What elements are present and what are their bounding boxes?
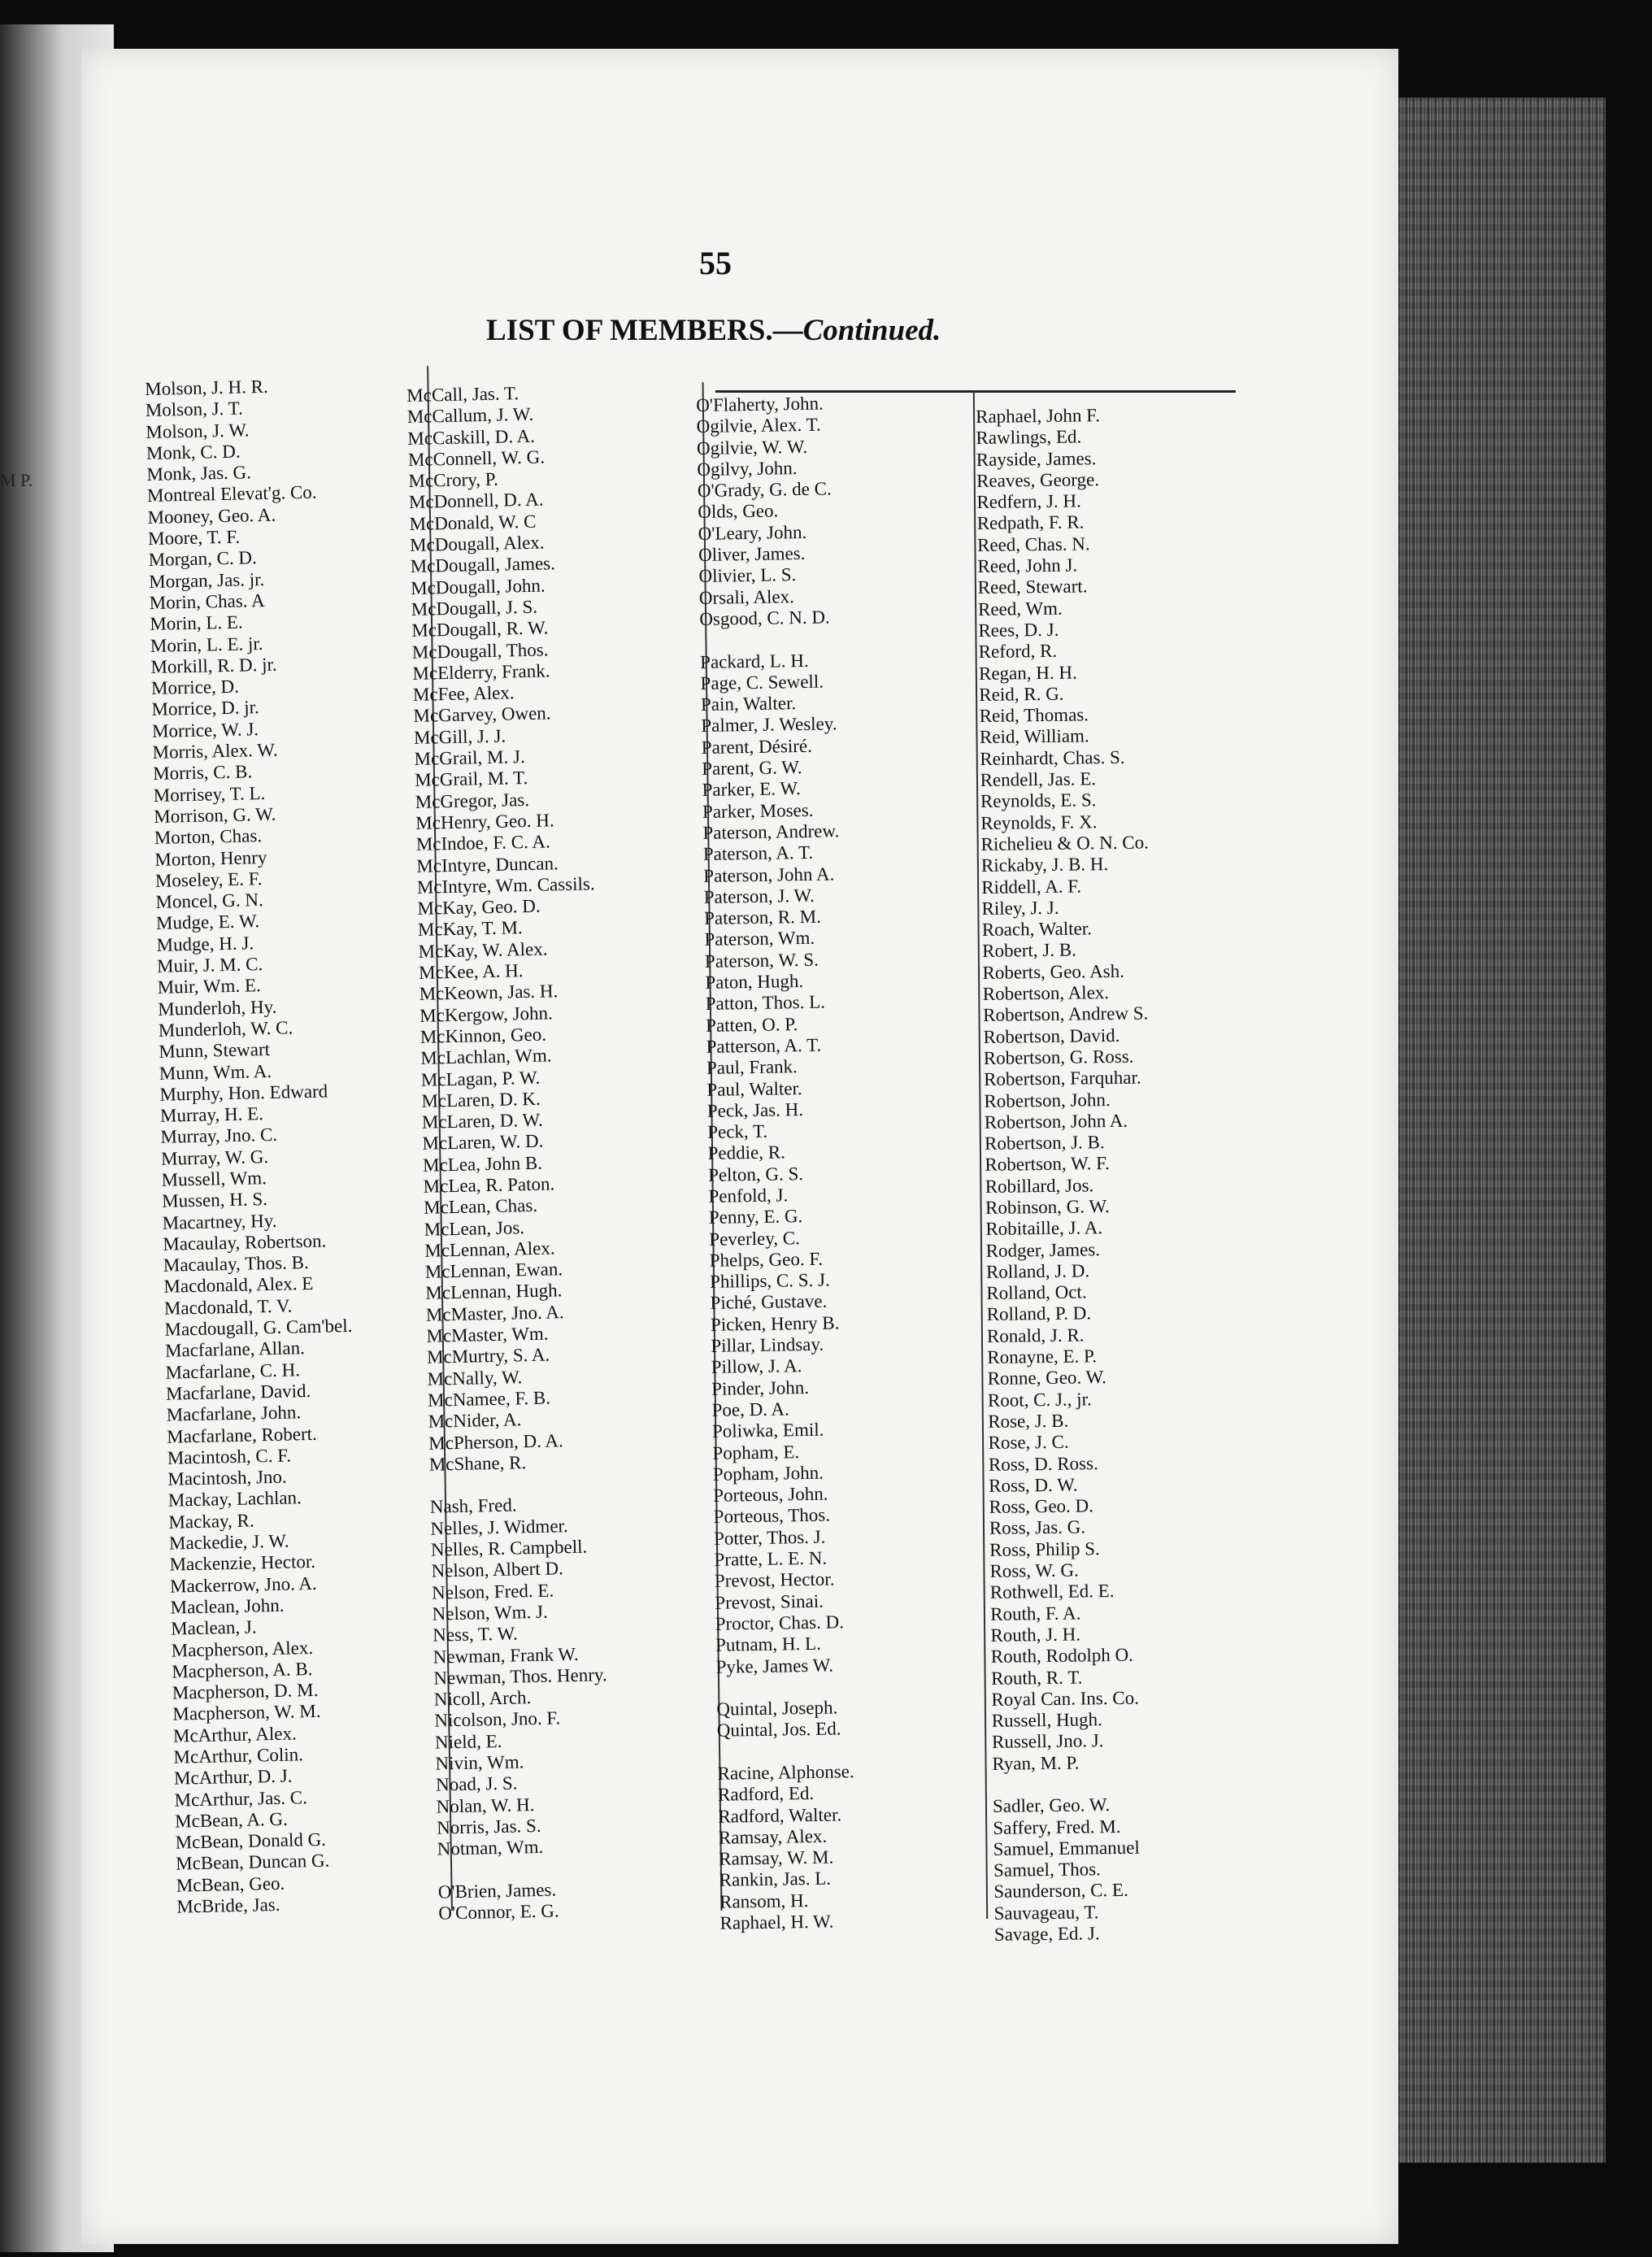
member-entry: Mackenzie, Hector. [169, 1551, 316, 1576]
member-entry: Paul, Walter. [706, 1077, 802, 1100]
member-entry: McDougall, J. S. [411, 596, 538, 620]
member-entry: Regan, H. H. [978, 662, 1077, 684]
member-entry: Savage, Ed. J. [993, 1923, 1100, 1945]
member-entry: Roach, Walter. [981, 918, 1093, 941]
member-entry: Monk, C. D. [146, 441, 241, 463]
member-entry: Pain, Walter. [700, 693, 797, 715]
member-entry: Nelles, R. Campbell. [430, 1536, 588, 1560]
member-entry: Macpherson, W. M. [172, 1701, 321, 1725]
member-entry: Munn, Wm. A. [159, 1060, 272, 1084]
member-entry: Page, C. Sewell. [700, 671, 824, 694]
member-entry: Moseley, E. F. [154, 868, 263, 891]
member-entry: Rolland, P. D. [986, 1302, 1092, 1325]
member-entry: Nolan, W. H. [436, 1794, 535, 1817]
section-gap [716, 1676, 853, 1699]
member-entry: Muir, Wm. E. [157, 975, 261, 998]
member-entry: McLagan, P. W. [420, 1067, 541, 1090]
member-entry: McDougall, R. W. [411, 617, 549, 641]
member-entry: McHenry, Geo. H. [415, 810, 554, 833]
member-entry: McLean, Chas. [423, 1195, 538, 1219]
section-gap [717, 1740, 854, 1763]
member-entry: Morin, L. E. jr. [150, 633, 263, 656]
member-entry: Macfarlane, John. [166, 1402, 302, 1425]
member-entry: McMaster, Wm. [426, 1323, 549, 1346]
member-entry: McArthur, Alex. [172, 1723, 297, 1746]
member-entry: Morgan, Jas. jr. [148, 568, 265, 592]
member-entry: Morin, Chas. A [149, 589, 265, 613]
member-entry: Robinson, G. W. [985, 1196, 1110, 1218]
member-entry: Paterson, John A. [703, 863, 835, 886]
member-entry: McKay, W. Alex. [418, 938, 548, 962]
member-entry: McCallum, J. W. [406, 404, 534, 428]
member-entry: Reid, Thomas. [979, 704, 1089, 727]
member-entry: Ronne, Geo. W. [987, 1367, 1107, 1389]
member-entry: Macaulay, Robertson. [163, 1230, 327, 1255]
member-entry: Peck, Jas. H. [706, 1098, 804, 1121]
member-entry: Ogilvie, W. W. [696, 436, 808, 459]
member-entry: Popham, John. [712, 1462, 824, 1485]
member-entry: Root, C. J., jr. [987, 1389, 1092, 1411]
member-entry: Penny, E. G. [708, 1206, 803, 1229]
member-entry: Routh, Rodolph O. [990, 1644, 1134, 1668]
member-entry: Mackedie, J. W. [168, 1530, 289, 1554]
member-entry: McDougall, Thos. [411, 638, 549, 663]
member-entry: Macintosh, Jno. [167, 1466, 287, 1489]
member-entry: Russell, Hugh. [991, 1709, 1102, 1731]
member-entry: Morris, Alex. W. [152, 739, 278, 763]
member-entry: Sauvageau, T. [993, 1902, 1099, 1924]
member-entry: Popham, E. [712, 1441, 800, 1463]
member-entry: Penfold, J. [708, 1185, 789, 1207]
member-entry: O'Brien, James. [437, 1879, 557, 1903]
member-entry: Robertson, Farquhar. [983, 1067, 1141, 1090]
member-entry: Racine, Alphonse. [717, 1761, 854, 1784]
member-entry: Macaulay, Thos. B. [163, 1252, 309, 1276]
member-entry: Noad, J. S. [435, 1772, 518, 1795]
member-entry: Moore, T. F. [147, 526, 241, 550]
member-entry: Morrison, G. W. [154, 803, 276, 827]
member-entry: Ogilvy, John. [697, 457, 798, 480]
member-entry: Raphael, H. W. [719, 1911, 834, 1933]
header-rule [715, 390, 1236, 393]
member-entry: Phelps, Geo. F. [709, 1248, 824, 1271]
member-entry: Rose, J. B. [988, 1410, 1069, 1432]
member-entry: Paul, Frank. [706, 1056, 798, 1079]
member-entry: McKergow, John. [419, 1002, 554, 1026]
member-entry: Morrice, D. jr. [151, 697, 259, 720]
member-entry: Peverley, C. [709, 1227, 801, 1250]
member-entry: Routh, R. T. [990, 1667, 1083, 1689]
member-entry: Parent, G. W. [702, 757, 802, 779]
member-entry: Robertson, David. [983, 1024, 1120, 1047]
member-entry: Royal Can. Ins. Co. [991, 1687, 1140, 1710]
member-entry: McNamee, F. B. [427, 1387, 551, 1411]
member-entry: Macdougall, G. Cam'bel. [164, 1315, 353, 1340]
member-entry: Robertson, G. Ross. [983, 1046, 1134, 1068]
member-entry: McGarvey, Owen. [413, 702, 551, 727]
member-entry: O'Leary, John. [698, 521, 807, 544]
member-entry: Morrice, D. [150, 676, 240, 699]
member-entry: Ross, Philip S. [989, 1537, 1100, 1560]
member-entry: McDougall, James. [410, 553, 556, 577]
member-entry: Peddie, R. [707, 1142, 786, 1164]
member-entry: Nivin, Wm. [435, 1751, 524, 1774]
member-entry: Molson, J. W. [146, 419, 250, 442]
member-entry: McCrory, P. [408, 468, 499, 492]
member-entry: Osgood, C. N. D. [699, 607, 830, 629]
member-entry: Robertson, Alex. [982, 982, 1110, 1004]
member-entry: Picken, Henry B. [710, 1312, 840, 1335]
member-entry: Macpherson, D. M. [172, 1679, 319, 1703]
member-entry: Quintal, Jos. Ed. [716, 1718, 841, 1742]
member-entry: Parker, E. W. [702, 778, 801, 801]
member-entry: Ransom, H. [719, 1890, 809, 1912]
member-entry: Poliwka, Emil. [711, 1419, 824, 1442]
member-entry: Macfarlane, Allan. [164, 1337, 306, 1362]
member-entry: Raphael, John F. [976, 405, 1101, 427]
member-entry: Newman, Frank W. [433, 1643, 579, 1668]
member-entry: McFee, Alex. [412, 682, 515, 706]
member-entry: Rodger, James. [985, 1238, 1101, 1261]
member-column-2 [406, 381, 616, 1924]
member-entry: Routh, F. A. [989, 1603, 1081, 1624]
member-entry: Piché, Gustave. [710, 1291, 828, 1314]
member-entry: Rayside, James. [976, 447, 1097, 470]
member-entry: Russell, Jno. J. [991, 1730, 1104, 1753]
member-entry: Molson, J. T. [145, 398, 243, 421]
member-entry: Morkill, R. D. jr. [150, 654, 277, 677]
member-entry: Notman, Wm. [437, 1837, 544, 1859]
member-entry: Monk, Jas. G. [146, 462, 252, 485]
member-entry: McBean, A. G. [174, 1808, 289, 1832]
member-entry: Morrisey, T. L. [153, 782, 266, 806]
member-entry: Nield, E. [434, 1730, 502, 1753]
member-entry: Reed, Chas. N. [976, 533, 1090, 555]
member-entry: Robillard, Jos. [985, 1174, 1094, 1197]
previous-page-margin-text: M P. [0, 470, 33, 490]
member-entry: Richelieu & O. N. Co. [980, 832, 1150, 855]
member-entry: Reinhardt, Chas. S. [980, 746, 1125, 769]
member-entry: Ross, Geo. D. [989, 1495, 1094, 1518]
member-entry: McLaren, D. K. [421, 1088, 541, 1111]
member-entry: Rolland, Oct. [986, 1281, 1087, 1304]
member-entry: Moncel, G. N. [155, 889, 263, 912]
member-entry: Reynolds, E. S. [980, 789, 1097, 812]
member-entry: McArthur, Jas. C. [174, 1786, 308, 1811]
member-entry: Poe, D. A. [711, 1398, 789, 1420]
member-entry: Rawlings, Ed. [976, 426, 1082, 449]
member-entry: Morton, Henry [154, 846, 267, 870]
member-entry: McKeown, Jas. H. [419, 981, 559, 1005]
member-entry: Rees, D. J. [978, 619, 1059, 641]
member-entry: Parent, Désiré. [701, 735, 813, 758]
member-entry: Paton, Hugh. [705, 971, 804, 993]
member-entry: McKay, Geo. D. [417, 895, 541, 919]
member-entry: McDougall, John. [410, 575, 546, 598]
member-entry: McIntyre, Duncan. [416, 852, 559, 876]
member-entry: Munderloh, Hy. [157, 996, 277, 1020]
member-entry: Porteous, Thos. [713, 1505, 831, 1528]
member-column-1 [145, 375, 365, 1918]
member-entry: Macfarlane, C. H. [165, 1359, 301, 1383]
member-entry: Putnam, H. L. [715, 1633, 822, 1656]
member-entry: Morrice, W. J. [151, 718, 259, 741]
member-entry: McKee, A. H. [418, 960, 524, 983]
member-entry: Parker, Moses. [702, 799, 814, 822]
list-title [486, 313, 941, 348]
member-entry: Paterson, J. W. [703, 885, 815, 907]
member-entry: Morris, C. B. [152, 761, 253, 785]
member-entry: McIntyre, Wm. Cassils. [416, 873, 595, 898]
member-entry: Reid, R. G. [979, 683, 1064, 705]
member-entry: Reynolds, F. X. [980, 811, 1098, 833]
member-entry: Roberts, Geo. Ash. [982, 960, 1125, 983]
member-column-3 [696, 393, 857, 1934]
member-entry: Redpath, F. R. [976, 511, 1085, 534]
member-entry: Macintosh, C. F. [167, 1445, 292, 1468]
member-entry: Olivier, L. S. [698, 564, 797, 587]
member-entry: Ryan, M. P. [992, 1752, 1080, 1774]
section-gap [993, 1772, 1161, 1796]
member-entry: McBean, Donald G. [175, 1829, 327, 1853]
member-entry: Newman, Thos. Henry. [433, 1663, 607, 1689]
member-column-4 [976, 404, 1162, 1946]
member-entry: Patton, Thos. L. [705, 991, 826, 1015]
member-entry: McGrail, M. J. [414, 746, 525, 769]
member-entry: Ramsay, W. M. [719, 1846, 834, 1869]
member-entry: Peck, T. [707, 1120, 768, 1142]
member-entry: Redfern, J. H. [976, 490, 1081, 513]
member-entry: Morin, L. E. [150, 611, 243, 635]
member-entry: Mudge, E. W. [155, 911, 260, 934]
member-entry: Rothwell, Ed. E. [989, 1581, 1115, 1603]
member-entry: McBean, Geo. [176, 1872, 285, 1896]
member-entry: McGregor, Jas. [415, 789, 530, 812]
member-entry: Mackerrow, Jno. A. [169, 1572, 317, 1597]
member-entry: Macdonald, Alex. E [163, 1273, 314, 1298]
member-entry: Maclean, John. [170, 1594, 285, 1618]
member-entry: Murray, H. E. [159, 1103, 264, 1126]
member-entry: Riley, J. J. [981, 897, 1059, 919]
member-entry: Ronald, J. R. [986, 1324, 1085, 1346]
member-entry: Nelson, Wm. J. [432, 1601, 548, 1624]
member-entry: Mackay, Lachlan. [167, 1487, 302, 1511]
member-entry: Reed, John J. [977, 554, 1078, 577]
member-entry: McGill, J. J. [413, 725, 506, 748]
member-entry: McCall, Jas. T. [406, 383, 520, 406]
member-entry: Nash, Fred. [429, 1494, 517, 1518]
member-entry: Robertson, John. [984, 1089, 1111, 1111]
member-entry: Reford, R. [978, 641, 1058, 663]
member-entry: Mudge, H. J. [156, 933, 254, 955]
member-entry: McLean, Jos. [424, 1216, 525, 1240]
member-entry: Maclean, J. [170, 1616, 257, 1639]
member-entry: Rankin, Jas. L. [719, 1868, 832, 1891]
member-entry: Saffery, Fred. M. [993, 1816, 1121, 1838]
member-entry: Molson, J. H. R. [145, 376, 268, 399]
member-entry: Ronayne, E. P. [987, 1346, 1098, 1368]
member-entry: McDonnell, D. A. [408, 489, 544, 513]
member-entry: Quintal, Joseph. [716, 1697, 838, 1720]
member-entry: McLennan, Hugh. [425, 1280, 563, 1304]
member-entry: Macpherson, A. B. [172, 1658, 313, 1682]
member-entry: Saunderson, C. E. [993, 1880, 1128, 1903]
member-entry: Sadler, Geo. W. [992, 1794, 1111, 1817]
list-title-continued: Continued. [802, 314, 941, 347]
member-entry: Packard, L. H. [699, 650, 809, 672]
member-entry: Prevost, Sinai. [715, 1590, 824, 1613]
member-entry: Pyke, James W. [715, 1655, 834, 1677]
member-entry: Paterson, A. T. [702, 842, 814, 865]
member-entry: Morgan, C. D. [148, 547, 258, 571]
member-entry: Macfarlane, David. [165, 1380, 311, 1404]
member-entry: Proctor, Chas. D. [715, 1611, 845, 1634]
member-entry: McPherson, D. A. [428, 1429, 563, 1454]
member-entry: Samuel, Emmanuel [993, 1837, 1140, 1859]
member-entry: McLennan, Ewan. [424, 1259, 563, 1282]
member-entry: McDougall, Alex. [409, 532, 545, 556]
member-entry: Orsali, Alex. [698, 585, 795, 608]
member-entry: Potter, Thos. J. [713, 1526, 826, 1549]
section-gap [700, 628, 837, 652]
member-entry: McConnell, W. G. [407, 446, 546, 470]
member-entry: McMaster, Jno. A. [425, 1301, 564, 1325]
member-entry: Nelson, Albert D. [431, 1558, 564, 1582]
member-entry: McKinnon, Geo. [420, 1024, 547, 1047]
member-entry: Reed, Stewart. [977, 576, 1088, 598]
member-entry: Ross, Jas. G. [989, 1516, 1086, 1539]
member-entry: Paterson, Wm. [704, 928, 815, 950]
member-entry: Rickaby, J. B. H. [980, 854, 1109, 876]
member-entry: Pelton, G. S. [707, 1163, 804, 1185]
member-entry: Muir, J. M. C. [156, 954, 263, 976]
member-entry: Reid, William. [979, 725, 1089, 748]
member-entry: Paterson, Andrew. [702, 820, 840, 843]
member-entry: O'Flaherty, John. [696, 393, 824, 415]
member-entry: McIndoe, F. C. A. [415, 831, 550, 855]
member-entry: Macdonald, T. V. [163, 1295, 293, 1319]
member-entry: Mussell, Wm. [161, 1168, 267, 1190]
member-entry: Munderloh, W. C. [158, 1017, 293, 1041]
member-entry: Patten, O. P. [705, 1013, 798, 1036]
member-entry: Ross, D. Ross. [988, 1452, 1098, 1475]
member-entry: McBride, Jas. [176, 1894, 280, 1917]
member-entry: Robertson, W. F. [985, 1153, 1110, 1176]
member-entry: McCaskill, D. A. [407, 425, 536, 449]
member-entry: Robert, J. B. [982, 939, 1076, 962]
member-entry: McLea, John B. [422, 1152, 543, 1176]
member-entry: Murray, W. G. [160, 1146, 269, 1169]
member-entry: Pinder, John. [711, 1376, 810, 1399]
member-entry: McArthur, D. J. [173, 1765, 293, 1789]
member-entry: Prevost, Hector. [714, 1568, 835, 1592]
member-entry: McKay, T. M. [417, 917, 523, 941]
member-entry: McMurtry, S. A. [426, 1344, 550, 1368]
member-entry: Nicolson, Jno. F. [434, 1707, 561, 1732]
member-entry: Murphy, Hon. Edward [159, 1081, 328, 1105]
member-entry: Robitaille, J. A. [985, 1217, 1103, 1240]
member-entry: McLennan, Alex. [424, 1237, 555, 1261]
member-entry: O'Grady, G. de C. [697, 478, 832, 502]
member-entry: McNider, A. [428, 1409, 522, 1432]
member-entry: Rendell, Jas. E. [980, 768, 1097, 791]
book-page-edges [1394, 98, 1606, 2163]
member-entry: Ogilvie, Alex. T. [696, 414, 821, 437]
member-entry: Morton, Chas. [154, 825, 263, 849]
member-entry: Reaves, George. [976, 469, 1100, 491]
member-entry: McLachlan, Wm. [420, 1045, 552, 1069]
member-entry: Patterson, A. T. [706, 1034, 822, 1057]
member-entry: Radford, Ed. [717, 1783, 815, 1806]
member-entry: Phillips, C. S. J. [709, 1269, 830, 1293]
member-entry: Riddell, A. F. [981, 875, 1082, 898]
member-entry: O'Connor, E. G. [438, 1900, 559, 1924]
member-entry: Murray, Jno. C. [160, 1124, 278, 1148]
member-entry: Macpherson, Alex. [171, 1637, 314, 1661]
member-entry: Oliver, James. [698, 542, 806, 566]
member-entry: Mooney, Geo. A. [147, 504, 276, 528]
page-number: 55 [699, 245, 732, 281]
member-entry: Porteous, John. [713, 1483, 828, 1506]
member-entry: Paterson, R. M. [703, 906, 822, 929]
member-entry: Olds, Geo. [698, 500, 779, 523]
member-entry: Montreal Elevat'g. Co. [146, 482, 317, 507]
member-entry: Pillar, Lindsay. [711, 1333, 824, 1356]
member-entry: Robertson, J. B. [984, 1132, 1105, 1155]
member-entry: McLaren, D. W. [421, 1109, 544, 1133]
member-entry: Ross, D. W. [989, 1474, 1078, 1496]
member-entry: Macartney, Hy. [162, 1210, 277, 1233]
member-entry: Macfarlane, Robert. [166, 1423, 318, 1447]
member-entry: Rolland, J. D. [985, 1260, 1090, 1282]
list-title-main: LIST OF MEMBERS.— [486, 314, 803, 347]
member-entry: McLea, R. Paton. [423, 1173, 555, 1197]
member-entry: McShane, R. [428, 1452, 527, 1475]
member-entry: Ramsay, Alex. [718, 1825, 828, 1848]
member-entry: McArthur, Colin. [173, 1744, 304, 1768]
member-entry: Palmer, J. Wesley. [701, 713, 837, 737]
member-entry: Pillow, J. A. [711, 1355, 802, 1378]
member-entry: Reed, Wm. [977, 598, 1063, 620]
member-entry: Radford, Walter. [718, 1803, 842, 1827]
member-entry: McDonald, W. C [409, 511, 537, 534]
member-entry: Mackay, R. [168, 1510, 254, 1533]
member-entry: Munn, Stewart [159, 1039, 271, 1063]
member-entry: Nicoll, Arch. [433, 1687, 532, 1710]
member-entry: McLaren, W. D. [422, 1131, 544, 1155]
member-entry: Pratte, L. E. N. [714, 1547, 828, 1570]
member-entry: McGrail, M. T. [414, 768, 528, 791]
member-entry: Nelson, Fred. E. [431, 1580, 554, 1603]
member-entry: Robertson, John A. [984, 1110, 1128, 1133]
member-entry: Norris, Jas. S. [436, 1815, 541, 1838]
member-entry: McElderry, Frank. [412, 660, 550, 684]
member-entry: Rose, J. C. [988, 1431, 1069, 1454]
member-entry: Mussen, H. S. [161, 1189, 268, 1212]
member-entry: Routh, J. H. [990, 1624, 1081, 1646]
member-entry: Samuel, Thos. [993, 1859, 1101, 1881]
member-entry: Ross, W. G. [989, 1559, 1079, 1581]
member-entry: Paterson, W. S. [704, 949, 819, 972]
member-entry: McBean, Duncan G. [175, 1850, 330, 1875]
member-entry: McNally, W. [427, 1366, 523, 1389]
member-entry: Ness, T. W. [432, 1623, 519, 1646]
member-entry: Nelles, J. Widmer. [430, 1515, 568, 1539]
member-entry: Robertson, Andrew S. [982, 1002, 1149, 1026]
